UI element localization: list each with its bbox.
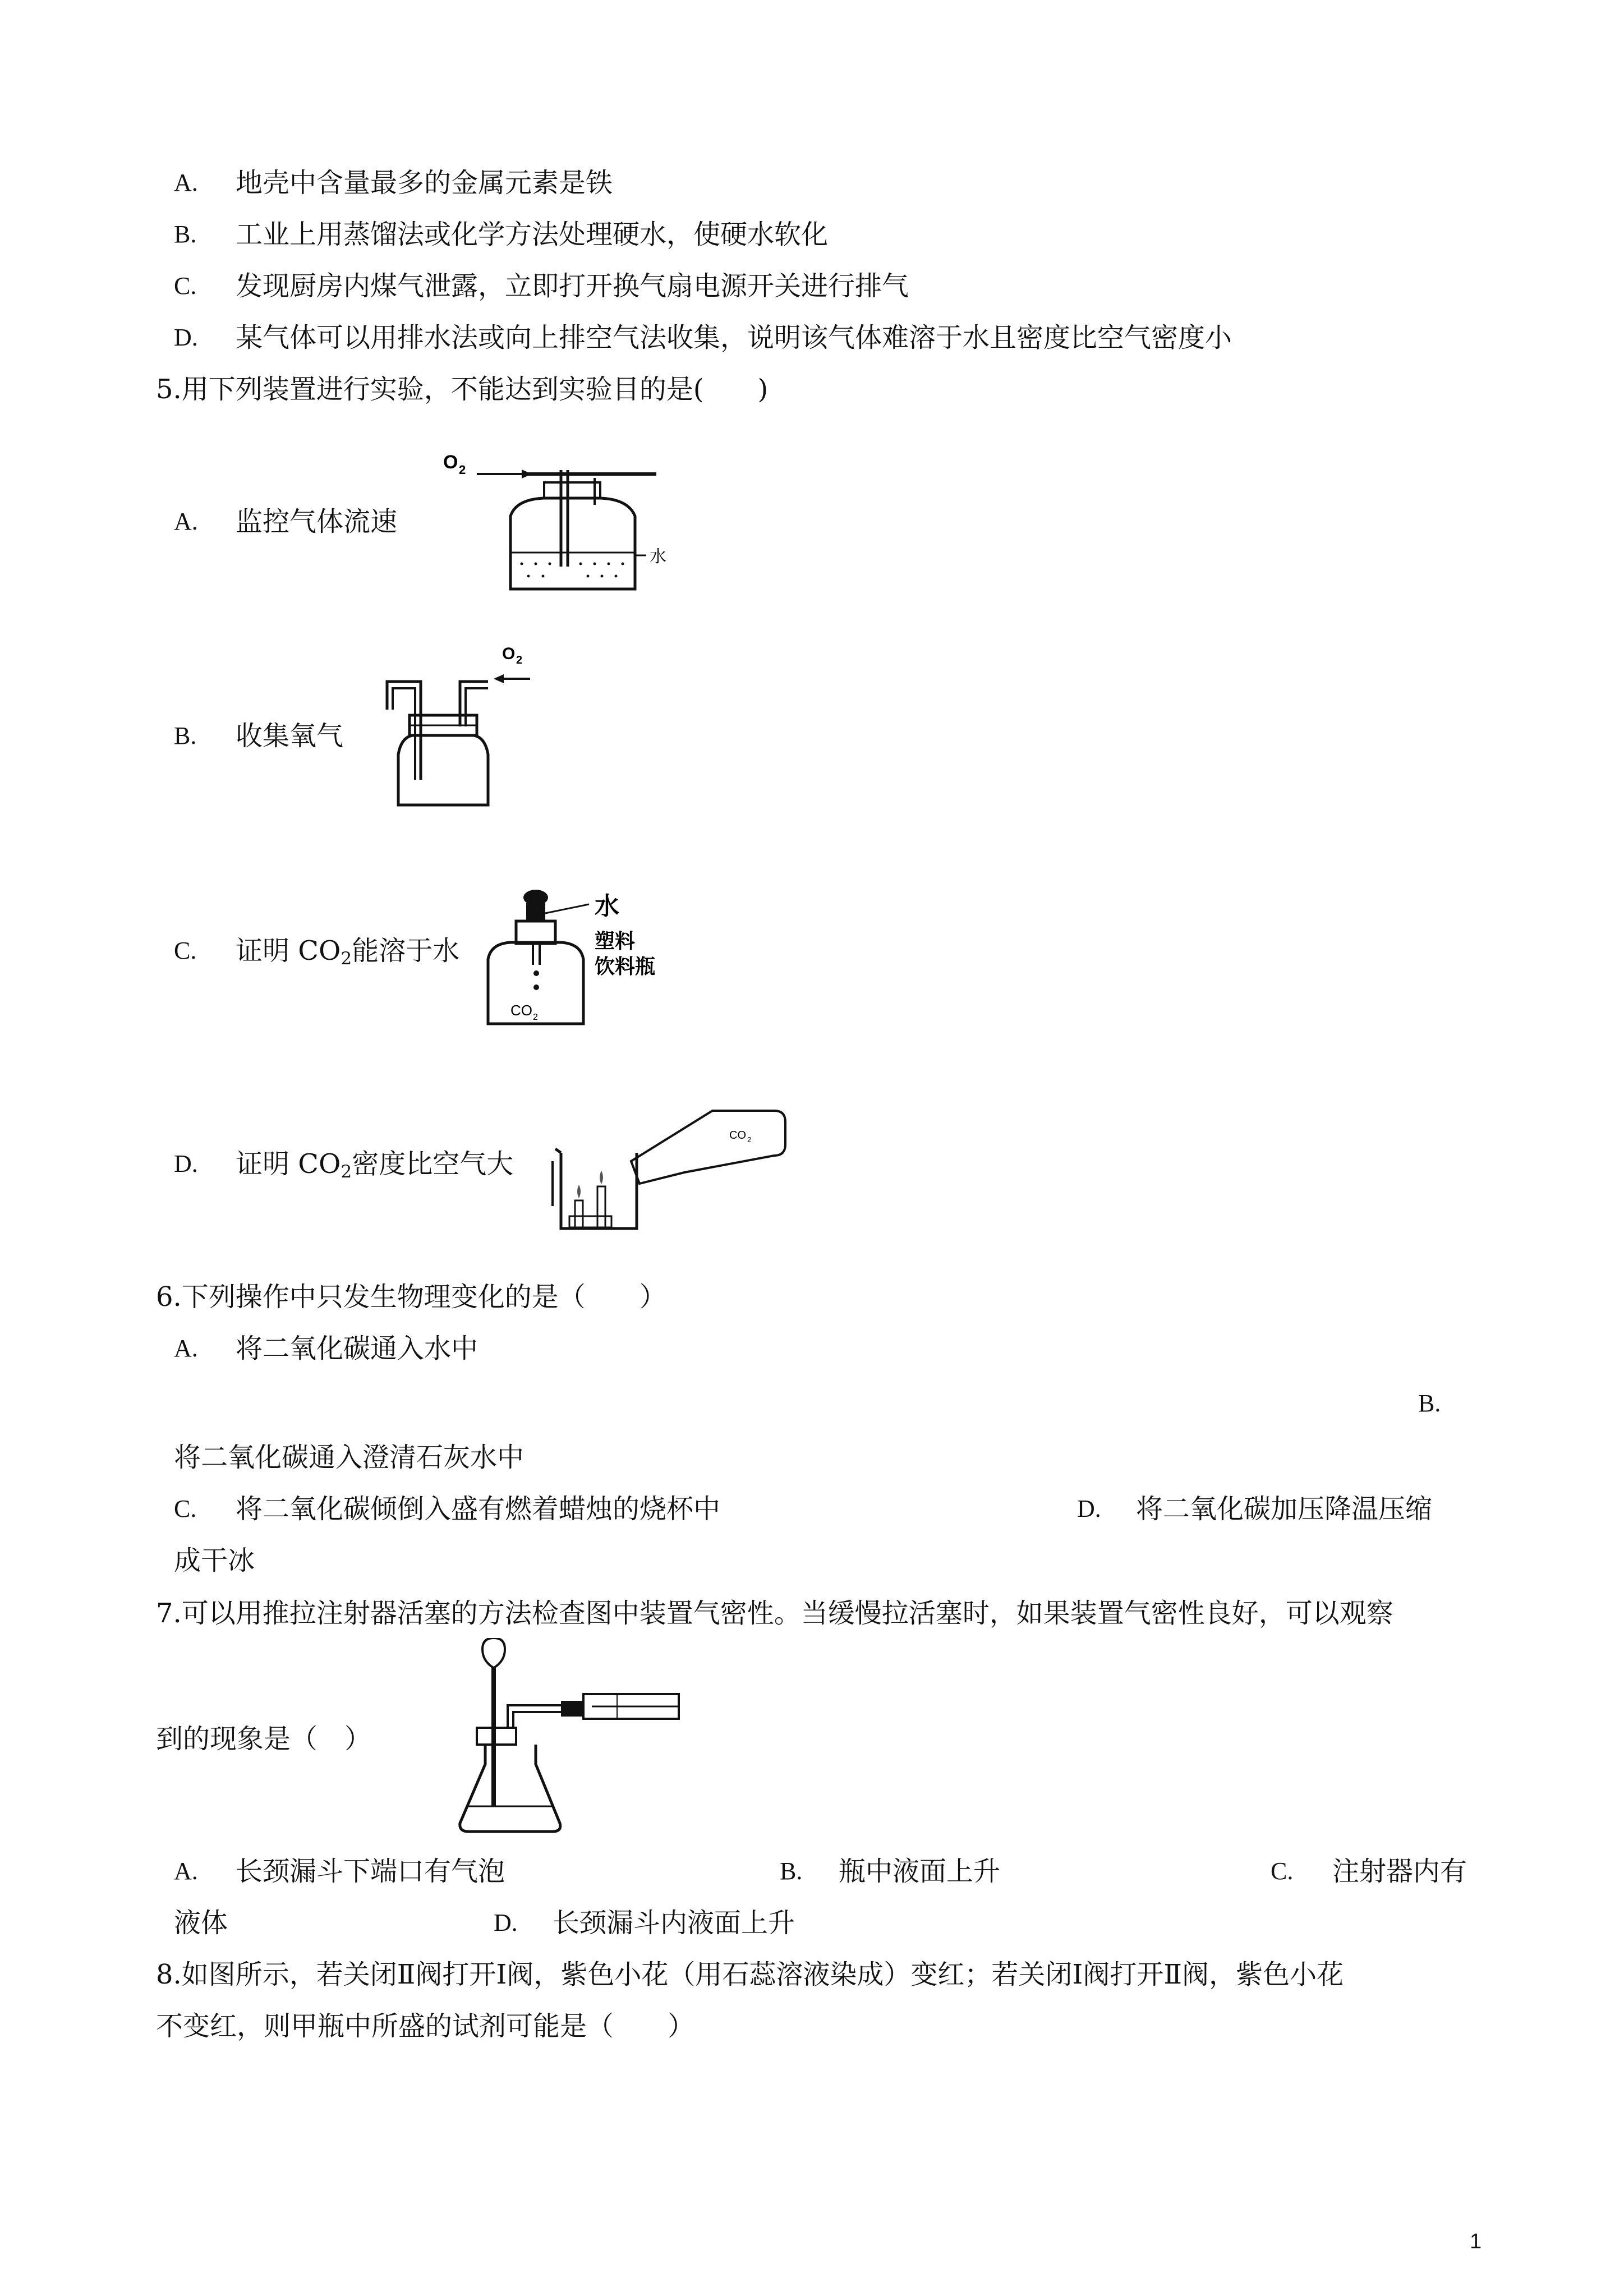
fig-d-co2-label: CO: [729, 1129, 746, 1142]
q6-option-a-letter: A.: [174, 1335, 198, 1362]
q6-option-d-text-line1: 将二氧化碳加压降温压缩: [1136, 1493, 1433, 1525]
q5-option-c-letter: C.: [174, 937, 197, 964]
q5-option-a-text: 监控气体流速: [236, 506, 398, 537]
q6-option-b-text: 将二氧化碳通入澄清石灰水中: [174, 1442, 525, 1473]
page-number: 1: [1470, 2230, 1482, 2253]
q4-option-d-letter: D.: [174, 324, 198, 351]
q7-option-d-letter: D.: [494, 1909, 518, 1936]
q6-option-c-letter: C.: [174, 1495, 197, 1522]
q7-stem-line2: 到的现象是（ ）: [156, 1723, 372, 1755]
co2-solubility-bottle-figure: [477, 881, 701, 1038]
q6-option-c-text: 将二氧化碳倾倒入盛有燃着蜡烛的烧杯中: [236, 1493, 721, 1525]
fig-c-water-label: 水: [595, 892, 619, 921]
q5-option-d-text: 证明 $CO_2$密度比空气大: [236, 1148, 514, 1182]
q5-option-d-letter: D.: [174, 1150, 198, 1177]
svg-text:2: 2: [459, 463, 466, 477]
q4-option-c-text: 发现厨房内煤气泄露，立即打开换气扇电源开关进行排气: [236, 270, 909, 302]
q7-option-d-text: 长颈漏斗内液面上升: [553, 1907, 795, 1939]
q6-option-a-text: 将二氧化碳通入水中: [236, 1333, 479, 1364]
q7-stem-line1: 7.可以用推拉注射器活塞的方法检查图中装置气密性。当缓慢拉活塞时，如果装置气密性良好，可以观察: [156, 1598, 1393, 1629]
svg-text:2: 2: [747, 1135, 752, 1144]
syringe-flask-figure: [454, 1638, 690, 1840]
svg-text:2: 2: [516, 654, 523, 666]
fig-a-water-label: 水: [650, 547, 666, 567]
q6-stem: 6.下列操作中只发生物理变化的是（ ）: [156, 1281, 666, 1313]
q4-option-d-text: 某气体可以用排水法或向上排空气法收集，说明该气体难溶于水且密度比空气密度小: [236, 322, 1232, 353]
q8-stem-line2: 不变红，则甲瓶中所盛的试剂可能是（ ）: [156, 2010, 695, 2042]
fig-c-bottle-label-1: 塑料: [595, 930, 636, 953]
q4-option-b-text: 工业上用蒸馏法或化学方法处理硬水，使硬水软化: [236, 219, 829, 250]
fig-a-o2-label: O: [443, 452, 458, 473]
q4-option-a-text: 地壳中含量最多的金属元素是铁: [236, 167, 613, 199]
q4-option-b-letter: B.: [174, 220, 197, 248]
oxygen-collection-bottle-figure: [376, 637, 561, 816]
q5-option-b-text: 收集氧气: [236, 720, 344, 752]
q6-option-b-letter: B.: [1418, 1389, 1441, 1417]
q5-option-c-text: 证明 $CO_2$能溶于水: [236, 935, 460, 969]
q7-option-c-text-line2: 液体: [174, 1907, 228, 1939]
gas-flow-monitor-figure: [426, 443, 707, 600]
fig-c-co2-label: CO: [510, 1002, 532, 1019]
co2-density-candle-figure: [539, 1099, 797, 1240]
q5-option-a-letter: A.: [174, 508, 198, 535]
q4-option-c-letter: C.: [174, 272, 197, 300]
svg-text:2: 2: [533, 1013, 538, 1022]
q5-stem: 5.用下列装置进行实验，不能达到实验目的是( ): [156, 374, 769, 405]
q7-option-c-text-line1: 注射器内有: [1332, 1856, 1467, 1887]
fig-c-bottle-label-2: 饮料瓶: [595, 955, 656, 978]
q7-option-c-letter: C.: [1271, 1857, 1294, 1885]
q7-option-b-letter: B.: [780, 1857, 803, 1885]
q5-option-b-letter: B.: [174, 722, 197, 749]
q7-option-a-text: 长颈漏斗下端口有气泡: [236, 1856, 505, 1887]
q6-option-d-text-line2: 成干冰: [174, 1545, 255, 1576]
q7-option-b-text: 瓶中液面上升: [839, 1856, 1001, 1887]
q8-stem-line1: 8.如图所示，若关闭Ⅱ阀打开Ⅰ阀，紫色小花（用石蕊溶液染成）变红；若关闭Ⅰ阀打开Ⅱ阀，紫色小花: [156, 1959, 1344, 1990]
fig-b-o2-label: O: [502, 645, 516, 663]
q7-option-a-letter: A.: [174, 1857, 198, 1885]
q4-option-a-letter: A.: [174, 169, 198, 196]
q6-option-d-letter: D.: [1077, 1495, 1101, 1522]
